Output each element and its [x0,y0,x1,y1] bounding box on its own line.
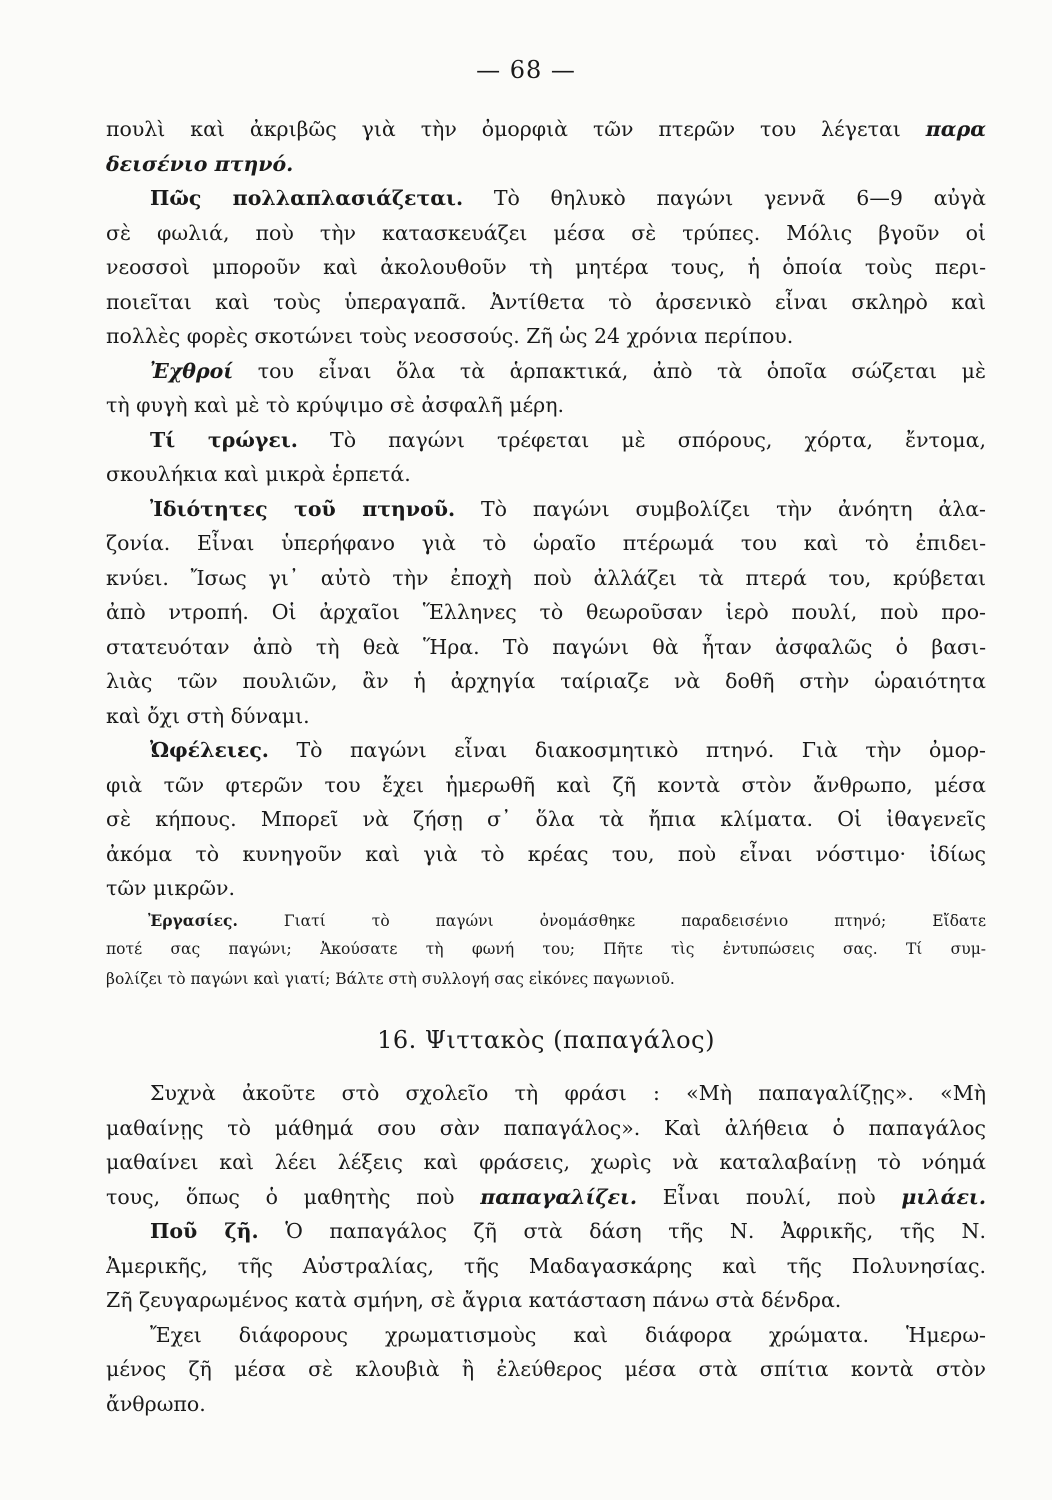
text-line [106,733,986,768]
paragraph-text: Γιατί τὸ παγώνι ὀνομάσθηκε παραδεισένιο πτηνό; Εἴδατε [283,911,986,930]
text-line: τῶν μικρῶν. [106,876,235,900]
text-line [106,354,986,389]
paragraph-text: Τὸ θηλυκὸ παγώνι γεννᾶ 6—9 αὐγὰ [493,186,986,210]
text-line: σὲ κήπους. Μπορεῖ νὰ ζήσῃ σ᾿ ὅλα τὰ ἤπια κλίματα. Οἱ ἰθαγενεῖς [106,807,986,831]
paragraph-text: του εἶναι ὅλα τὰ ἁρπακτικά, ἀπὸ τὰ ὁποῖα σώζεται μὲ [257,358,986,383]
text-line: καὶ ὄχι στὴ δύναμι. [106,703,310,728]
text-line: κνύει. Ἴσως γι᾿ αὐτὸ τὴν ἐποχὴ ποὺ ἀλλάζει τὰ πτερά του, κρύβεται [106,565,986,590]
text-line [106,423,986,458]
paragraph-text: τους, ὅπως ὁ μαθητὴς ποὺ [106,1184,455,1209]
text-line: λιὰς τῶν πουλιῶν, ἂν ἡ ἀρχηγία ταίριαζε νὰ δοθῆ στὴν ὡραιότητα [106,669,986,693]
text-line: μαθαίνῃς τὸ μάθημά σου σὰν παπαγάλος». Καὶ ἀλήθεια ὁ παπαγάλος [106,1115,986,1140]
section-heading-reproduction: Πῶς πολλαπλασιάζεται. [150,186,464,210]
text-line [106,181,986,216]
section-heading-exercises: Ἐργασίες. [148,910,238,930]
paragraph-text: Εἶναι πουλί, ποὺ [662,1184,876,1209]
section-heading-benefits: Ὠφέλειες. [150,738,269,762]
text-line: Ζῆ ζευγαρωμένος κατὰ σμήνη, σὲ ἄγρια κατάσταση πάνω στὰ δένδρα. [106,1288,842,1312]
text-line [106,147,986,182]
section-title: 16. Ψιττακὸς (παπαγάλος) [377,1026,715,1054]
text-line [106,906,986,936]
emphasis-term: μιλάει. [901,1184,986,1209]
paragraph-text: Τὸ παγώνι συμβολίζει τὴν ἀνόητη ἀλα- [481,496,986,521]
text-line: βολίζει τὸ παγώνι καὶ γιατί; Βάλτε στὴ συλλογή σας εἰκόνες παγωνιοῦ. [106,969,675,988]
page-text [106,112,986,1421]
text-line: νεοσσοὶ μποροῦν καὶ ἀκολουθοῦν τὴ μητέρα τους, ἡ ὁποία τοὺς περι- [106,255,986,279]
text-line: σκουλήκια καὶ μικρὰ ἑρπετά. [106,462,411,486]
text-line [106,1214,986,1249]
text-line: πολλὲς φορὲς σκοτώνει τοὺς νεοσσούς. Ζῆ ὡς 24 χρόνια περίπου. [106,324,794,348]
emphasis-term: παπαγαλίζει. [480,1184,638,1209]
intro-text: πουλὶ καὶ ἀκριβῶς γιὰ τὴν ὀμορφιὰ τῶν πτερῶν του λέγεται [106,117,901,141]
text-line: ἄνθρωπο. [106,1391,206,1416]
section-heading-enemies: Ἐχθροί [150,358,234,383]
exercises-block [106,906,986,995]
text-line: σὲ φωλιά, ποὺ τὴν κατασκευάζει μέσα σὲ τρύπες. Μόλις βγοῦν οἱ [106,220,986,245]
paragraph-text: Τὸ παγώνι εἶναι διακοσμητικὸ πτηνό. Γιὰ τὴν ὀμορ- [296,738,986,762]
section-heading-habitat: Ποῦ ζῆ. [150,1219,259,1243]
paragraph-text: Ὁ παπαγάλος ζῆ στὰ δάση τῆς Ν. Ἀφρικῆς, τῆς Ν. [285,1219,986,1243]
text-line: Ἔχει διάφορους χρωματισμοὺς καὶ διάφορα χρώματα. Ἡμερω- [150,1322,986,1347]
text-line: μαθαίνει καὶ λέει λέξεις καὶ φράσεις, χωρὶς νὰ καταλαβαίνῃ τὸ νόημά [106,1150,986,1174]
paragraph-text: Τὸ παγώνι τρέφεται μὲ σπόρους, χόρτα, ἔντομα, [330,427,986,452]
text-line: Ἀμερικῆς, τῆς Αὐστραλίας, τῆς Μαδαγασκάρης καὶ τῆς Πολυνησίας. [106,1253,986,1278]
text-line: στατευόταν ἀπὸ τὴ θεὰ Ἥρα. Τὸ παγώνι θὰ ἦταν ἀσφαλῶς ὁ βασι- [106,634,986,659]
page-number: — 68 — [476,56,576,84]
text-line: Συχνὰ ἀκοῦτε στὸ σχολεῖο τὴ φράσι : «Μὴ παπαγαλίζῃς». «Μὴ [150,1081,986,1105]
text-line: ζονία. Εἶναι ὑπερήφανο γιὰ τὸ ὡραῖο πτέρωμά του καὶ τὸ ἐπιδει- [106,531,986,555]
text-line: ἀπὸ ντροπή. Οἱ ἀρχαῖοι Ἕλληνες τὸ θεωροῦσαν ἱερὸ πουλί, ποὺ προ- [106,600,986,624]
text-line [106,112,986,147]
text-line: ἀκόμα τὸ κυνηγοῦν καὶ γιὰ τὸ κρέας του, ποὺ εἶναι νόστιμο· ἰδίως [106,841,986,866]
text-line [106,1180,986,1215]
text-line: μένος ζῆ μέσα σὲ κλουβιὰ ἢ ἐλεύθερος μέσα στὰ σπίτια κοντὰ στὸν [106,1357,986,1381]
text-line: ποτέ σας παγώνι; Ἀκούσατε τὴ φωνή του; Πῆτε τὶς ἐντυπώσεις σας. Τί συμ- [106,940,986,958]
emphasis-term: παρα [925,117,986,141]
text-line: τὴ φυγὴ καὶ μὲ τὸ κρύψιμο σὲ ἀσφαλῆ μέρη. [106,393,565,417]
text-line: ποιεῖται καὶ τοὺς ὑπεραγαπᾶ. Ἀντίθετα τὸ ἀρσενικὸ εἶναι σκληρὸ καὶ [106,289,986,314]
emphasis-term: δεισένιο πτηνό. [106,151,294,176]
section-heading-traits: Ἰδιότητες τοῦ πτηνοῦ. [150,496,456,521]
text-line: φιὰ τῶν φτερῶν του ἔχει ἡμερωθῆ καὶ ζῆ κοντὰ στὸν ἄνθρωπο, μέσα [106,772,986,797]
text-line [106,492,986,527]
section-heading-diet: Τί τρώγει. [150,427,298,452]
